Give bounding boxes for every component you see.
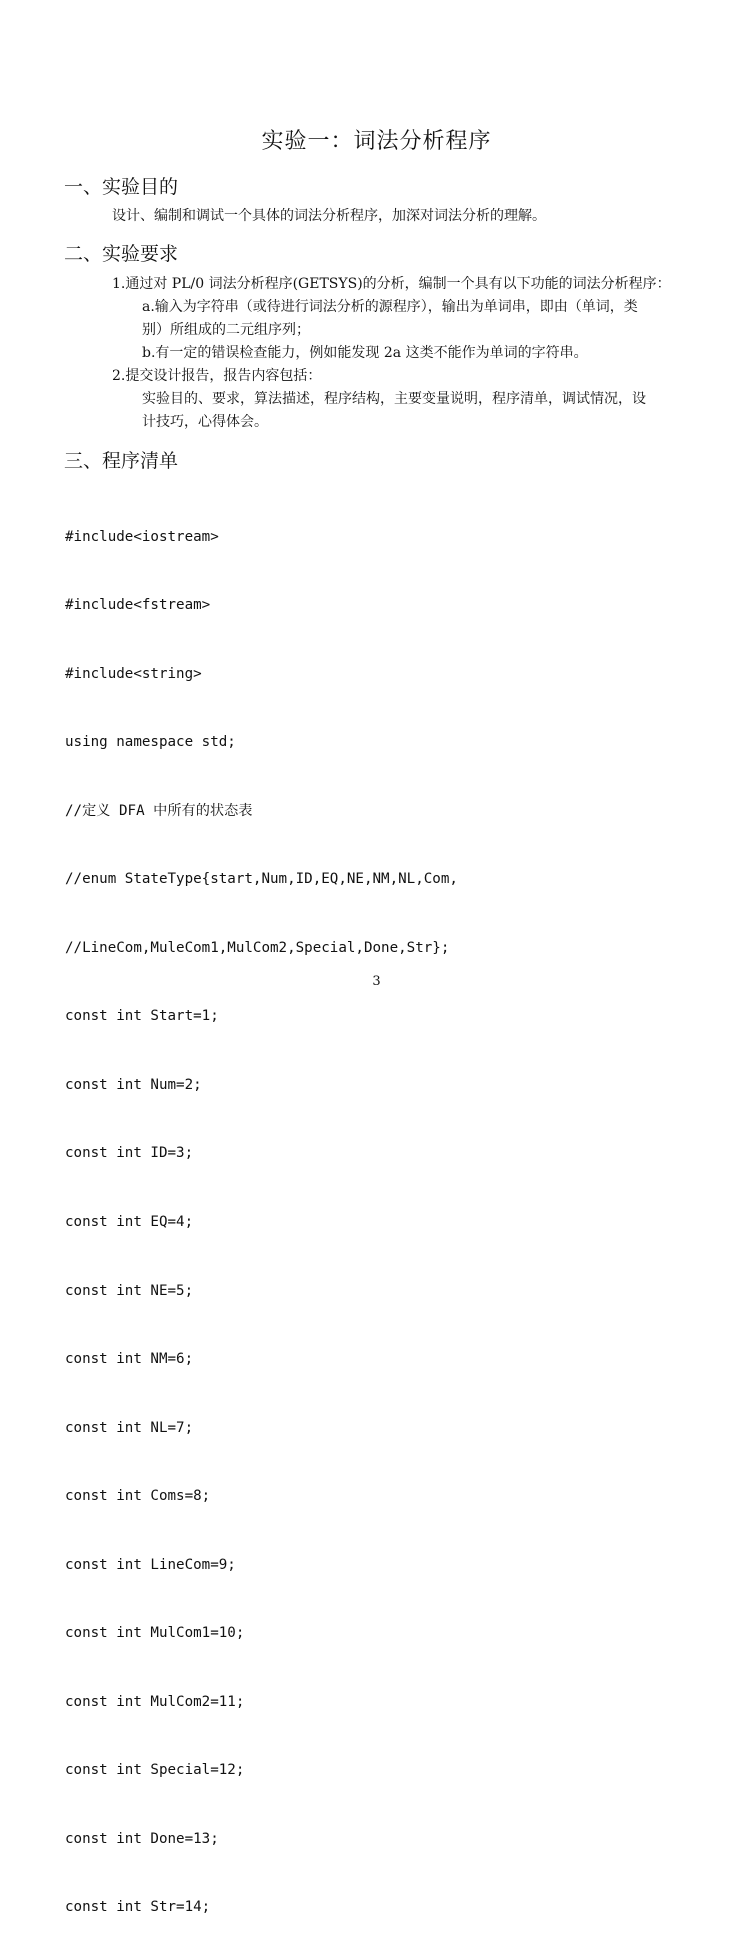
code-line: const int NE=5; [65, 1282, 194, 1299]
code-line: const int Special=12; [65, 1762, 245, 1779]
requirement-item-2-line1: 实验目的、要求，算法描述，程序结构，主要变量说明，程序清单，调试情况，设 [142, 391, 646, 407]
code-line: #include<string> [65, 665, 202, 682]
requirement-item-1a-line2: 别）所组成的二元组序列； [142, 322, 310, 338]
code-line: #include<fstream> [65, 597, 211, 614]
code-line: //enum StateType{start,Num,ID,EQ,NE,NM,NL,Com, [65, 871, 458, 888]
code-line: const int Done=13; [65, 1830, 219, 1847]
code-line: const int MulCom2=11; [65, 1693, 245, 1710]
purpose-text: 设计、编制和调试一个具体的词法分析程序，加深对词法分析的理解。 [112, 208, 546, 224]
page-title: 实验一：词法分析程序 [261, 129, 492, 154]
requirement-item-1b: b.有一定的错误检查能力，例如能发现 2a 这类不能作为单词的字符串。 [142, 345, 588, 361]
requirement-item-2: 2.提交设计报告，报告内容包括： [112, 368, 322, 384]
section-heading-requirements: 二、实验要求 [64, 243, 179, 265]
code-line: const int NM=6; [65, 1351, 194, 1368]
code-listing [65, 480, 458, 1942]
code-line: //定义 DFA 中所有的状态表 [65, 802, 253, 819]
code-line: using namespace std; [65, 734, 236, 751]
code-line: const int MulCom1=10; [65, 1625, 245, 1642]
requirement-item-1: 1.通过对 PL/0 词法分析程序(GETSYS)的分析，编制一个具有以下功能的词法分析程序： [112, 276, 671, 292]
code-line: const int Coms=8; [65, 1488, 211, 1505]
requirement-item-2-line2: 计技巧，心得体会。 [142, 414, 268, 430]
code-line: const int LineCom=9; [65, 1556, 236, 1573]
requirement-item-1a-line1: a.输入为字符串（或待进行词法分析的源程序），输出为单词串，即由（单词，类 [142, 299, 638, 315]
code-line: const int Num=2; [65, 1076, 202, 1093]
code-line: const int ID=3; [65, 1145, 194, 1162]
section-heading-program-listing: 三、程序清单 [64, 450, 179, 472]
section-heading-purpose: 一、实验目的 [64, 176, 179, 198]
code-line: const int NL=7; [65, 1419, 194, 1436]
page-number: 3 [372, 974, 381, 989]
code-line: const int Str=14; [65, 1899, 211, 1916]
code-line: const int Start=1; [65, 1008, 219, 1025]
code-line: const int EQ=4; [65, 1214, 194, 1230]
code-line: //LineCom,MuleCom1,MulCom2,Special,Done,Str}; [65, 939, 450, 956]
code-line: #include<iostream> [65, 528, 219, 545]
